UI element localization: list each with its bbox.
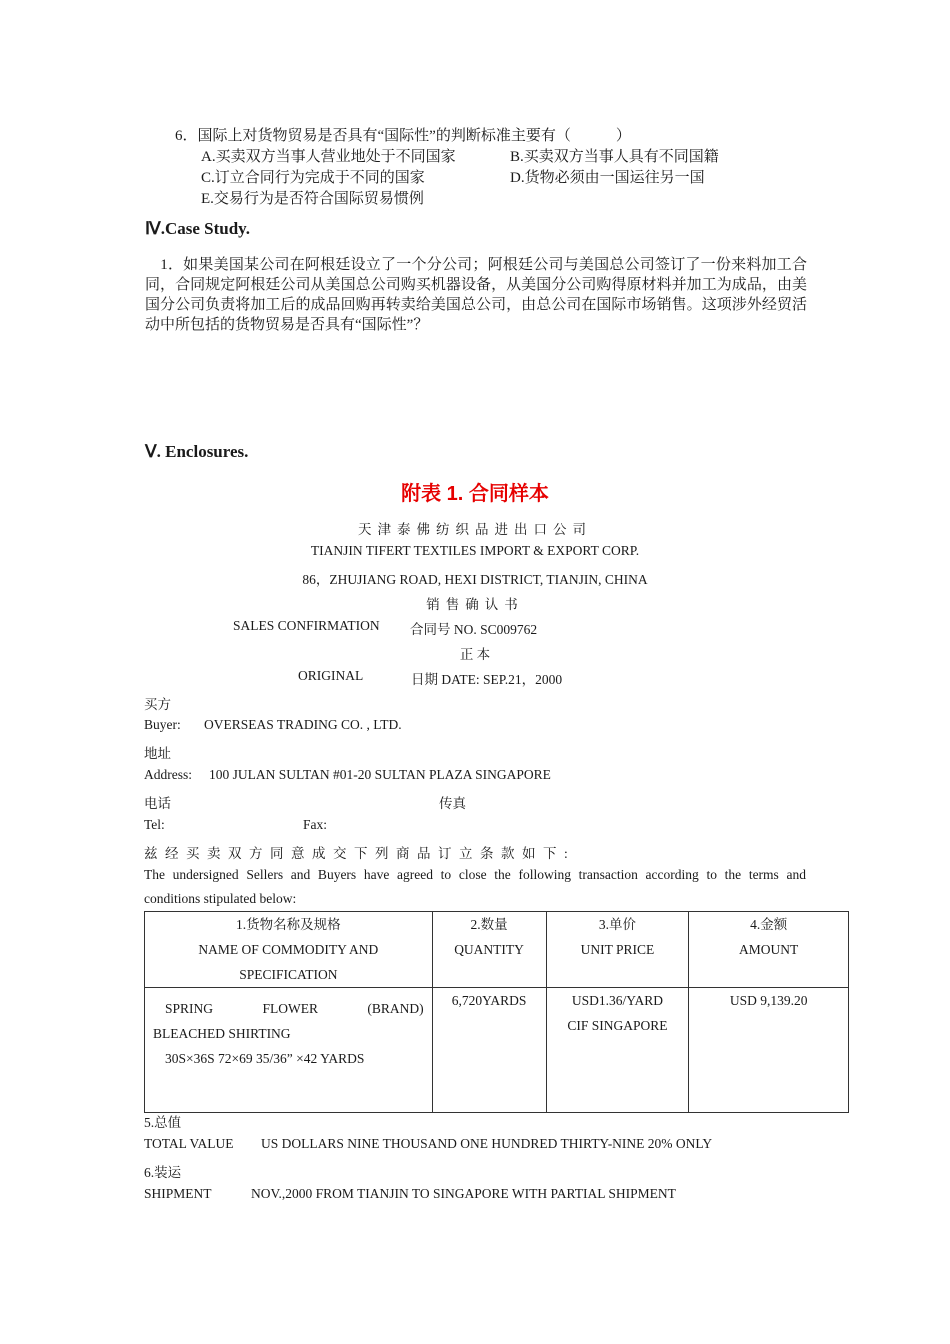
total-value-label-cn: 5.总值	[144, 1115, 182, 1130]
company-name-cn: 天津泰佛纺织品进出口公司	[358, 522, 592, 537]
original-cn: 正 本	[459, 647, 491, 662]
header-amount-en: AMOUNT	[739, 942, 799, 957]
header-unit-price	[546, 912, 689, 988]
shipment-value: NOV.,2000 FROM TIANJIN TO SINGAPORE WITH PARTIAL SHIPMENT	[251, 1186, 676, 1201]
header-quantity-cn: 2.数量	[470, 917, 508, 932]
fax-label: Fax:	[303, 817, 328, 832]
header-unit-price-cn: 3.单价	[598, 917, 636, 932]
option-b: B.买卖双方当事人具有不同国籍	[510, 149, 719, 165]
amount-cell	[689, 988, 849, 1113]
case-study-heading: Ⅳ.Case Study.	[145, 219, 250, 238]
commodity-line-2: BLEACHED SHIRTING	[153, 1026, 291, 1041]
unit-price-value: USD1.36/YARD	[571, 993, 663, 1008]
contract-number: 合同号 NO. SC009762	[410, 622, 538, 637]
goods-table	[144, 911, 849, 1113]
case-study-1: 1．如果美国某公司在阿根廷设立了一个分公司；阿根廷公司与美国总公司签订了一份来料加工合同，合同规定阿根廷公司从美国总公司购买机器设备，从美国分公司购得原材料并加工为成品，由美国分公司负责将加工后的成品回购再转卖给美国总公司，由总公司在国际市场销售。这项涉外经贸活动中所包括的货物贸易是否具有“国际性”？	[145, 257, 807, 333]
header-unit-price-en: UNIT PRICE	[580, 942, 655, 957]
buyer-value: OVERSEAS TRADING CO. , LTD.	[204, 717, 402, 732]
commodity-word-2: FLOWER	[262, 1001, 318, 1016]
contract-date: 日期 DATE: SEP.21，2000	[411, 672, 563, 687]
unit-price-cell	[546, 988, 689, 1113]
amount-value: USD 9,139.20	[729, 993, 808, 1008]
buyer-label: Buyer:	[144, 717, 181, 732]
header-commodity-cn: 1.货物名称及规格	[236, 917, 341, 932]
table-row	[145, 988, 849, 1113]
shipment-label: SHIPMENT	[144, 1186, 212, 1201]
shipment-label-cn: 6.装运	[144, 1165, 182, 1180]
original-label: ORIGINAL	[298, 668, 364, 683]
header-amount	[689, 912, 849, 988]
agreement-en-line2: conditions stipulated below:	[144, 891, 297, 906]
total-value-label: TOTAL VALUE	[144, 1136, 234, 1151]
header-commodity-en-2: SPECIFICATION	[239, 967, 338, 982]
header-commodity	[145, 912, 433, 988]
agreement-cn: 兹经买卖双方同意成交下列商品订立条款如下:	[144, 846, 576, 861]
header-quantity	[432, 912, 546, 988]
buyer-label-cn: 买方	[144, 697, 171, 712]
agreement-en-line1: The undersigned Sellers and Buyers have agreed to close the following transaction according to the terms and	[144, 867, 806, 882]
tel-label: Tel:	[144, 817, 165, 832]
contract-title: 附表 1. 合同样本	[401, 483, 549, 505]
question-6-stem: 6．国际上对货物贸易是否具有“国际性”的判断标准主要有（ ）	[175, 128, 631, 144]
tel-label-cn: 电话	[144, 796, 171, 811]
enclosures-heading: Ⅴ. Enclosures.	[145, 442, 249, 461]
commodity-word-3: (BRAND)	[367, 1001, 424, 1016]
option-c: C.订立合同行为完成于不同的国家	[201, 170, 425, 186]
quantity-value: 6,720YARDS	[451, 993, 527, 1008]
option-a: A.买卖双方当事人营业地处于不同国家	[201, 149, 456, 165]
header-amount-cn: 4.金额	[750, 917, 788, 932]
unit-price-terms: CIF SINGAPORE	[567, 1018, 668, 1033]
commodity-line-1	[153, 996, 424, 1021]
address-value: 100 JULAN SULTAN #01-20 SULTAN PLAZA SINGAPORE	[209, 767, 551, 782]
total-value: US DOLLARS NINE THOUSAND ONE HUNDRED THIRTY-NINE 20% ONLY	[261, 1136, 713, 1151]
sales-confirmation-label: SALES CONFIRMATION	[233, 618, 380, 633]
commodity-line-3: 30S×36S 72×69 35/36” ×42 YARDS	[165, 1051, 365, 1066]
header-quantity-en: QUANTITY	[454, 942, 524, 957]
address-label: Address:	[144, 767, 192, 782]
quantity-cell	[432, 988, 546, 1113]
commodity-word-1: SPRING	[165, 1001, 214, 1016]
company-address: 86，ZHUJIANG ROAD, HEXI DISTRICT, TIANJIN, CHINA	[302, 572, 648, 587]
table-header-row	[145, 912, 849, 988]
commodity-cell	[145, 988, 433, 1113]
document-type-cn: 销售确认书	[426, 597, 524, 612]
address-label-cn: 地址	[144, 746, 171, 761]
fax-label-cn: 传真	[439, 796, 466, 811]
header-commodity-en-1: NAME OF COMMODITY AND	[198, 942, 379, 957]
option-d: D.货物必须由一国运往另一国	[510, 170, 705, 186]
option-e: E.交易行为是否符合国际贸易惯例	[201, 191, 424, 207]
company-name-en: TIANJIN TIFERT TEXTILES IMPORT & EXPORT CORP.	[310, 543, 640, 558]
